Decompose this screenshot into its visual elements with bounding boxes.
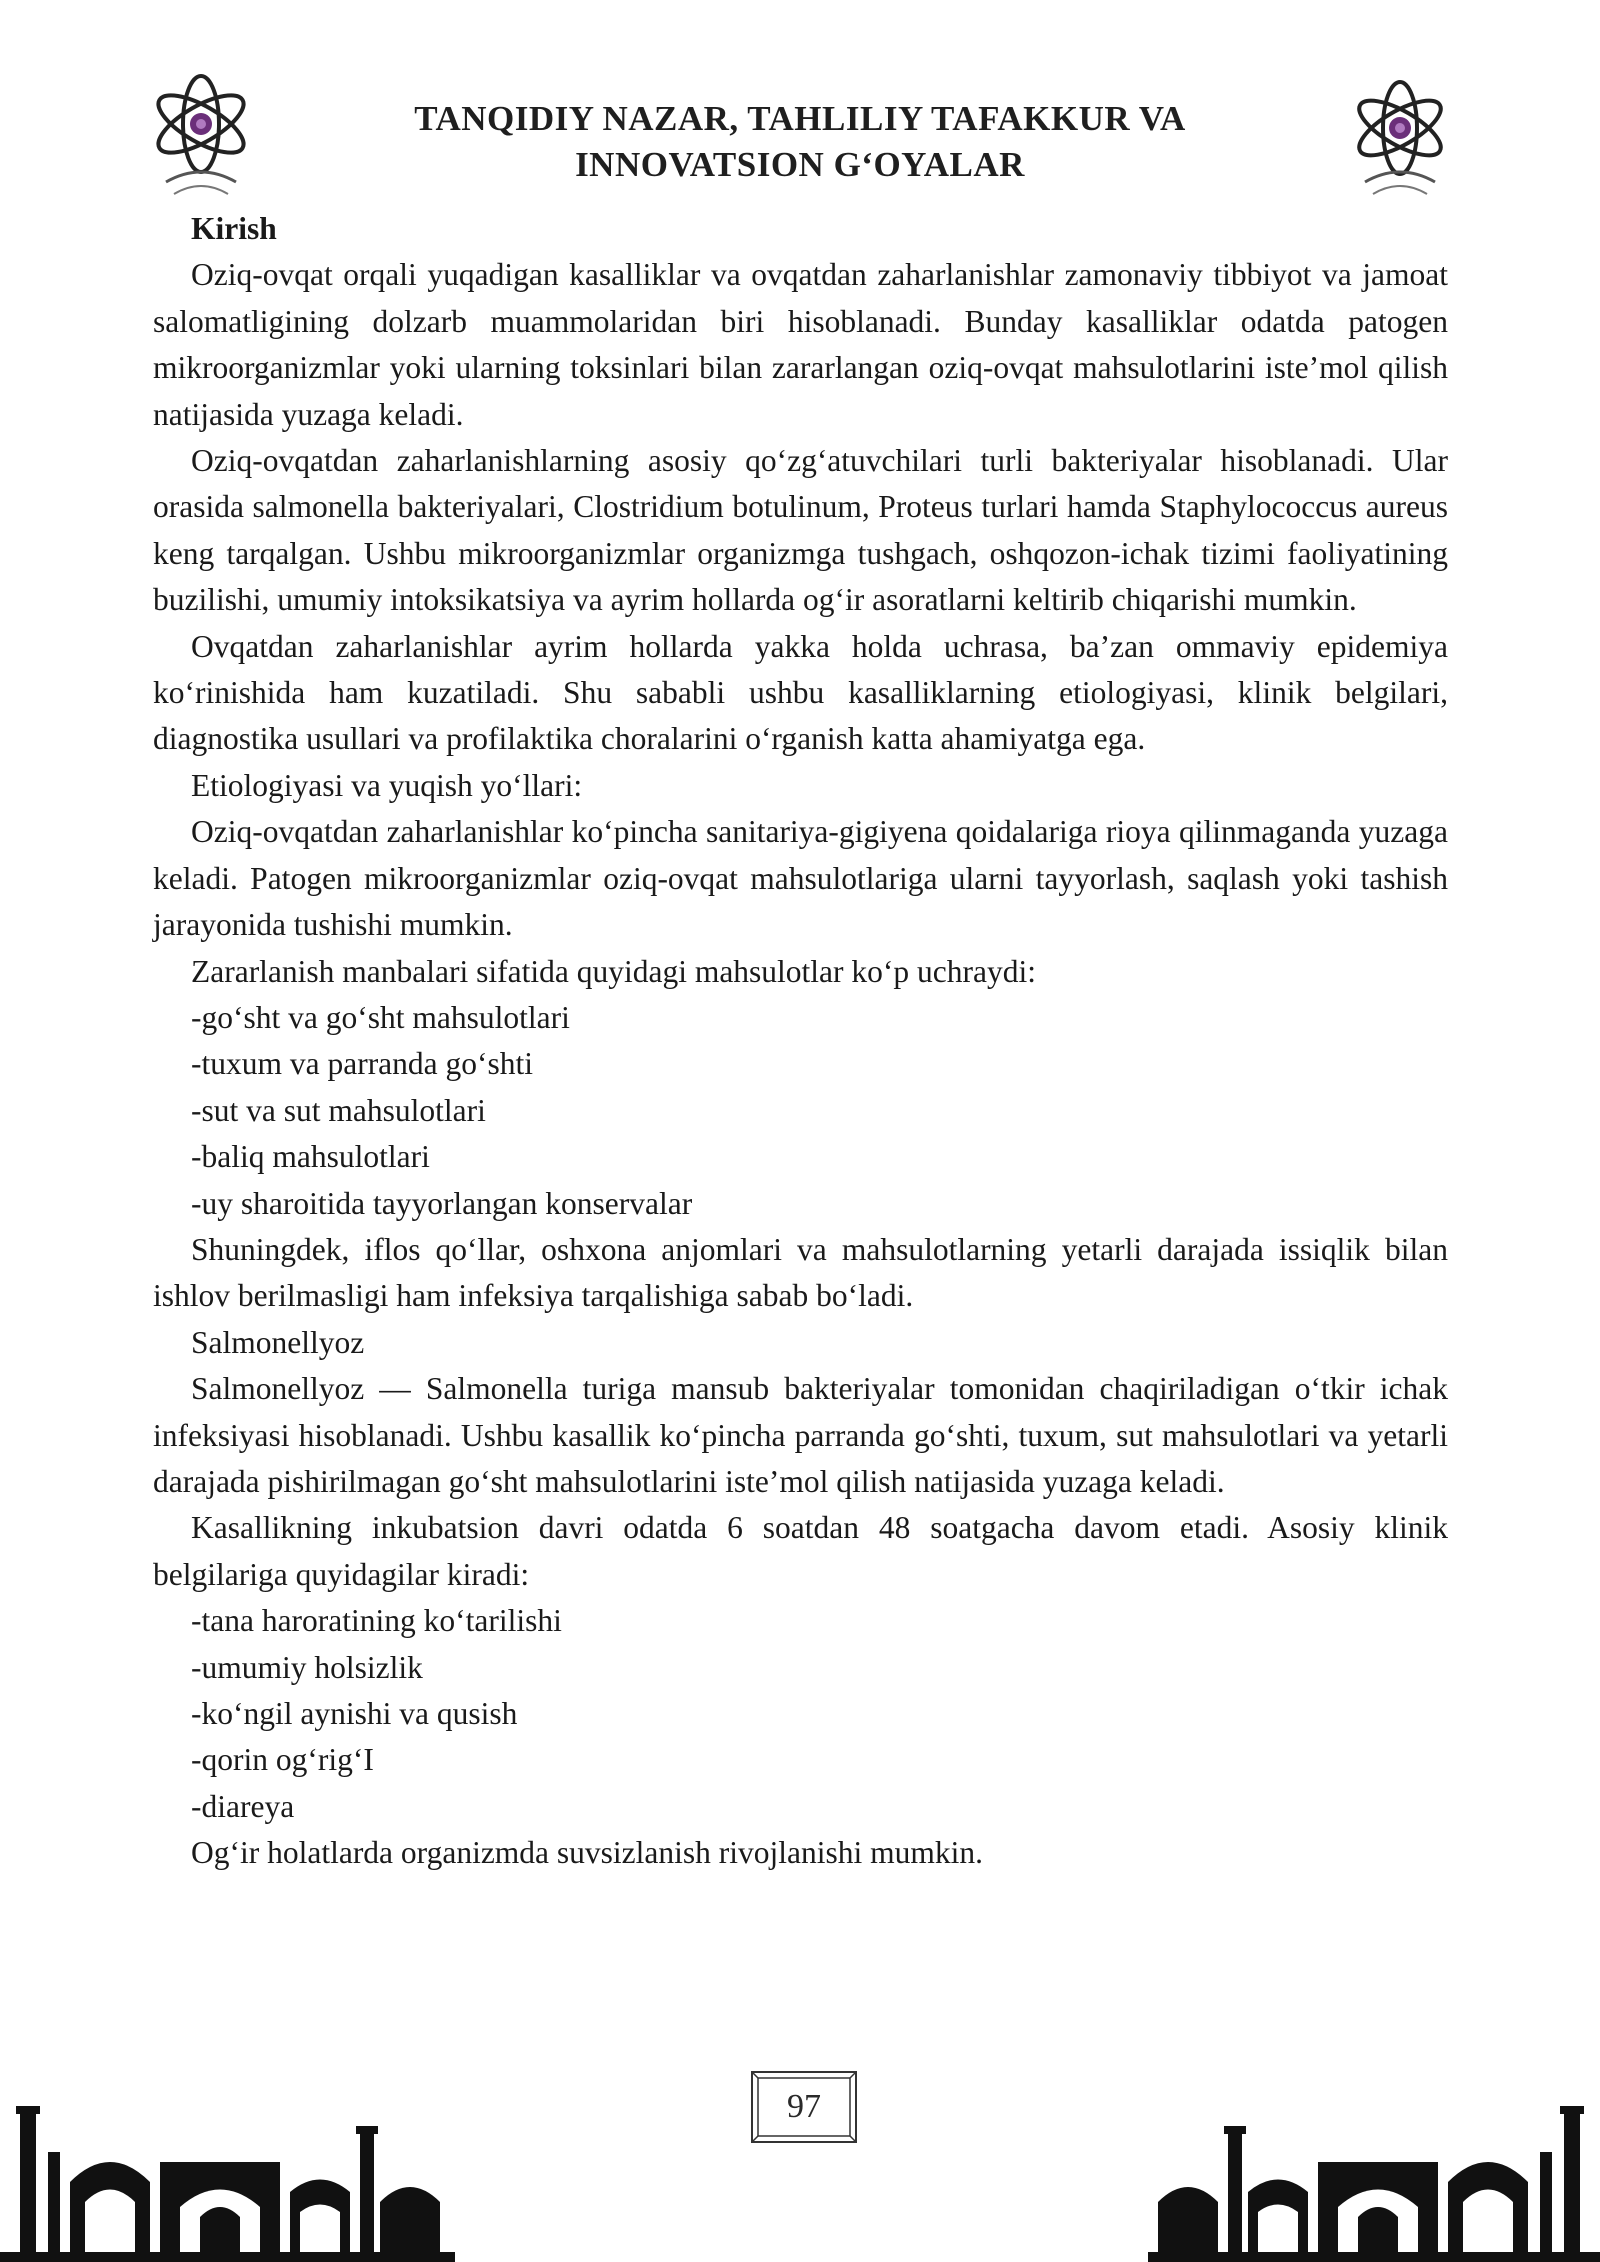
article-body [153,206,1448,1877]
list-item: -baliq mahsulotlari [191,1139,430,1175]
paragraph: Salmonellyoz [191,1324,365,1360]
list-item: -ko‘ngil aynishi va qusish [191,1696,518,1731]
header-line-1: TANQIDIY NAZAR, TAHLILIY TAFAKKUR VA [414,99,1186,138]
paragraph: Oziq-ovqatdan zaharlanishlarning asosiy qo‘zg‘atuvchilari turli bakteriyalar hisoblanadi. Ular orasida salmonella bakteriyalari, Clostridium botulinum, Proteus turlari hamda Staphylococcus aureus keng tarqalgan. Ushbu mikroorganizmlar organizmga tushgach, oshqozon-ichak tizimi faoliyatining buzilishi, umumiy intoksikatsiya va ayrim hollarda og‘ir asoratlarni keltirib chiqarishi mumkin. [153,443,1448,618]
list-item: -diareya [191,1788,295,1824]
running-header [300,96,1300,188]
paragraph: Salmonellyoz — Salmonella turiga mansub bakteriyalar tomonidan chaqiriladigan o‘tkir ichak infeksiyasi hisoblanadi. Ushbu kasallik ko‘pincha parranda go‘shti, tuxum, sut mahsulotlari va yetarli darajada pishirilmagan go‘sht mahsulotlarini iste’mol qilish natijasida yuzaga keladi. [153,1371,1448,1499]
paragraph: Etiologiyasi va yuqish yo‘llari: [191,767,583,803]
page-number: 97 [787,2088,821,2125]
list-item: -go‘sht va go‘sht mahsulotlari [191,999,570,1035]
list-item: -sut va sut mahsulotlari [191,1092,486,1128]
section-heading: Kirish [191,211,277,246]
paragraph: Zararlanish manbalari sifatida quyidagi mahsulotlar ko‘p uchraydi: [191,953,1036,989]
paragraph: Ovqatdan zaharlanishlar ayrim hollarda yakka holda uchrasa, ba’zan ommaviy epidemiya ko‘rinishida ham kuzatiladi. Shu sababli ushbu kasalliklarning etiologiyasi, klinik belgilari, diagnostika usullari va profilaktika choralarini o‘rganish katta ahamiyatga ega. [153,628,1448,757]
atom-logo-right-icon [1345,70,1455,210]
list-item: -tuxum va parranda go‘shti [191,1046,534,1082]
list-item: -qorin og‘rig‘I [191,1742,374,1778]
paragraph: Og‘ir holatlarda organizmda suvsizlanish rivojlanishi mumkin. [191,1835,984,1871]
madrasa-skyline-right-icon [1148,2092,1600,2262]
list-item: -tana haroratining ko‘tarilishi [191,1603,562,1639]
list-item: -umumiy holsizlik [191,1649,423,1685]
paragraph: Kasallikning inkubatsion davri odatda 6 soatdan 48 soatgacha davom etadi. Asosiy klinik belgilariga quyidagilar kiradi: [153,1510,1448,1592]
atom-logo-left-icon [146,62,256,202]
list-item: -uy sharoitida tayyorlangan konservalar [191,1185,693,1221]
paragraph: Oziq-ovqatdan zaharlanishlar ko‘pincha sanitariya-gigiyena qoidalariga rioya qilinmaganda yuzaga keladi. Patogen mikroorganizmlar oziq-ovqat mahsulotlariga ularni tayyorlash, saqlash yoki tashish jarayonida tushishi mumkin. [153,814,1448,943]
madrasa-skyline-left-icon [0,2092,455,2262]
header-line-2: INNOVATSION G‘OYALAR [575,145,1025,184]
paragraph: Shuningdek, iflos qo‘llar, oshxona anjomlari va mahsulotlarning yetarli darajada issiqlik bilan ishlov berilmasligi ham infeksiya tarqalishiga sabab bo‘ladi. [153,1231,1448,1314]
paragraph: Oziq-ovqat orqali yuqadigan kasalliklar va ovqatdan zaharlanishlar zamonaviy tibbiyot va jamoat salomatligining dolzarb muammolaridan biri hisoblanadi. Bunday kasalliklar odatda patogen mikroorganizmlar yoki ularning toksinlari bilan zararlangan oziq-ovqat mahsulotlarini iste’mol qilish natijasida yuzaga keladi. [153,257,1448,432]
